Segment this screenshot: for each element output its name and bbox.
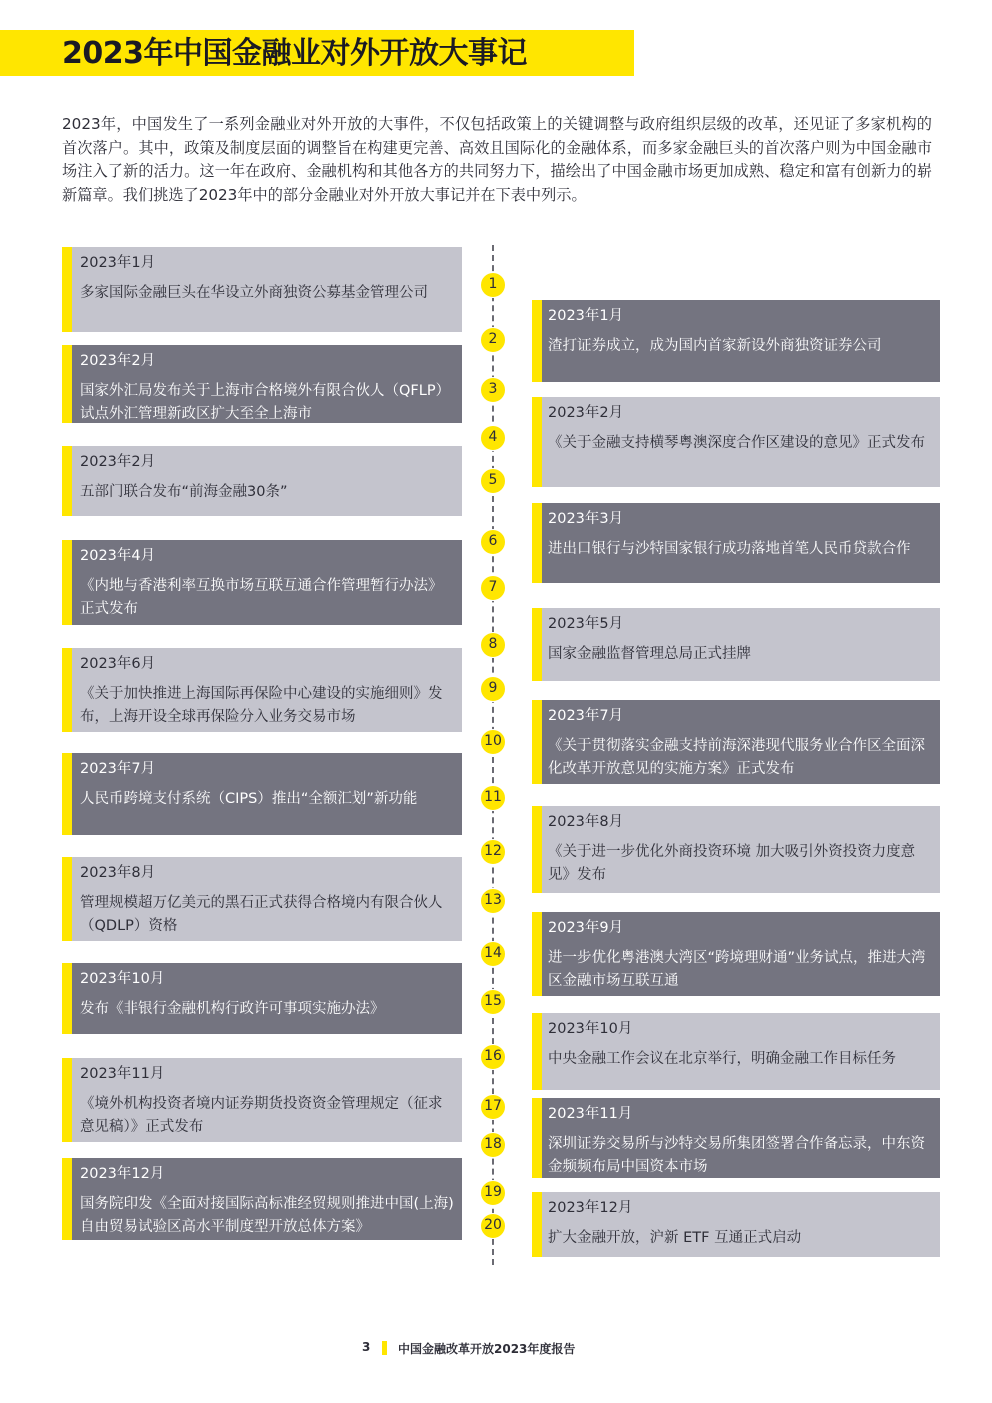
event-description: 深圳证券交易所与沙特交易所集团签署合作备忘录，中东资金频频布局中国资本市场 — [548, 1136, 925, 1175]
timeline-marker-19: 19 — [480, 1180, 506, 1206]
event-description: 多家国际金融巨头在华设立外商独资公募基金管理公司 — [80, 285, 428, 301]
timeline-event-15 — [62, 963, 462, 1034]
event-accent-bar — [62, 857, 72, 941]
timeline-marker-17: 17 — [480, 1094, 506, 1120]
report-title: 中国金融改革开放2023年度报告 — [398, 1342, 576, 1356]
timeline-marker-14: 14 — [480, 941, 506, 967]
event-description: 进出口银行与沙特国家银行成功落地首笔人民币贷款合作 — [548, 541, 911, 557]
footer-accent-mark — [382, 1341, 387, 1355]
timeline-event-16 — [532, 1013, 940, 1090]
page-title: 2023年中国金融业对外开放大事记 — [62, 36, 527, 71]
event-accent-bar — [62, 247, 72, 332]
event-description: 国家外汇局发布关于上海市合格境外有限合伙人（QFLP）试点外汇管理新政区扩大至全上海市 — [80, 383, 451, 422]
timeline-marker-20: 20 — [480, 1213, 506, 1239]
event-accent-bar — [62, 1158, 72, 1240]
event-description: 《境外机构投资者境内证券期货投资资金管理规定（征求意见稿）》正式发布 — [80, 1096, 443, 1135]
event-accent-bar — [532, 503, 542, 583]
event-accent-bar — [532, 1098, 542, 1178]
event-date: 2023年12月 — [80, 1166, 165, 1182]
timeline-event-4 — [532, 397, 940, 487]
event-description: 《内地与香港利率互换市场互联互通合作管理暂行办法》正式发布 — [80, 578, 443, 617]
event-accent-bar — [532, 608, 542, 681]
event-accent-bar — [62, 540, 72, 625]
event-date: 2023年2月 — [80, 353, 156, 369]
event-description: 《关于进一步优化外商投资环境 加大吸引外资投资力度意见》发布 — [548, 844, 916, 883]
timeline-marker-3: 3 — [480, 377, 506, 403]
event-accent-bar — [62, 963, 72, 1034]
timeline-marker-2: 2 — [480, 327, 506, 353]
event-accent-bar — [62, 345, 72, 423]
timeline-marker-9: 9 — [480, 676, 506, 702]
timeline-event-3 — [62, 345, 462, 423]
event-date: 2023年1月 — [548, 308, 624, 324]
event-date: 2023年5月 — [548, 616, 624, 632]
timeline-event-1 — [62, 247, 462, 332]
event-date: 2023年7月 — [80, 761, 156, 777]
timeline-event-9 — [62, 648, 462, 732]
event-description: 扩大金融开放，沪新 ETF 互通正式启动 — [548, 1230, 802, 1246]
page-number: 3 — [362, 1340, 371, 1354]
event-date: 2023年10月 — [80, 971, 165, 987]
event-accent-bar — [62, 753, 72, 835]
event-accent-bar — [532, 1192, 542, 1257]
event-date: 2023年9月 — [548, 920, 624, 936]
timeline-event-11 — [62, 753, 462, 835]
footer — [0, 1340, 992, 1360]
event-accent-bar — [532, 300, 542, 382]
event-date: 2023年1月 — [80, 255, 156, 271]
event-description: 人民币跨境支付系统（CIPS）推出“全额汇划”新功能 — [80, 791, 418, 807]
timeline-marker-10: 10 — [480, 729, 506, 755]
event-date: 2023年2月 — [548, 405, 624, 421]
event-date: 2023年8月 — [548, 814, 624, 830]
timeline-marker-8: 8 — [480, 632, 506, 658]
timeline-event-17 — [62, 1058, 462, 1142]
event-description: 《关于贯彻落实金融支持前海深港现代服务业合作区全面深化改革开放意见的实施方案》正式发布 — [548, 738, 925, 777]
timeline-marker-5: 5 — [480, 468, 506, 494]
timeline-event-13 — [62, 857, 462, 941]
timeline-marker-16: 16 — [480, 1044, 506, 1070]
timeline-marker-1: 1 — [480, 272, 506, 298]
event-description: 渣打证券成立，成为国内首家新设外商独资证券公司 — [548, 338, 882, 354]
intro-paragraph: 2023年，中国发生了一系列金融业对外开放的大事件，不仅包括政策上的关键调整与政府组织层级的改革，还见证了多家机构的首次落户。其中，政策及制度层面的调整旨在构建更完善、高效且国际化的金融体系，而多家金融巨头的首次落户则为中国金融市场注入了新的活力。这一年在政府、金融机构和其他各方的共同努力下，描绘出了中国金融市场更加成熟、稳定和富有创新力的崭新篇章。我们挑选了2023年中的部分金融业对外开放大事记并在下表中列示。 — [62, 115, 932, 204]
event-date: 2023年11月 — [80, 1066, 165, 1082]
timeline-event-10 — [532, 700, 940, 784]
event-description: 进一步优化粤港澳大湾区“跨境理财通”业务试点，推进大湾区金融市场互联互通 — [548, 950, 926, 989]
event-accent-bar — [532, 1013, 542, 1090]
event-date: 2023年12月 — [548, 1200, 633, 1216]
timeline-event-8 — [532, 608, 940, 681]
event-date: 2023年6月 — [80, 656, 156, 672]
event-description: 中央金融工作会议在北京举行，明确金融工作目标任务 — [548, 1051, 896, 1067]
timeline-event-7 — [62, 540, 462, 625]
timeline-marker-18: 18 — [480, 1132, 506, 1158]
event-date: 2023年2月 — [80, 454, 156, 470]
event-accent-bar — [532, 912, 542, 996]
event-date: 2023年10月 — [548, 1021, 633, 1037]
timeline-marker-15: 15 — [480, 989, 506, 1015]
event-date: 2023年11月 — [548, 1106, 633, 1122]
event-accent-bar — [62, 446, 72, 516]
event-description: 管理规模超万亿美元的黑石正式获得合格境内有限合伙人（QDLP）资格 — [80, 895, 443, 934]
event-description: 《关于加快推进上海国际再保险中心建设的实施细则》发布，上海开设全球再保险分入业务交易市场 — [80, 686, 443, 725]
event-description: 《关于金融支持横琴粤澳深度合作区建设的意见》正式发布 — [548, 435, 925, 451]
timeline-event-20 — [532, 1192, 940, 1257]
event-description: 发布《非银行金融机构行政许可事项实施办法》 — [80, 1001, 385, 1017]
timeline-event-2 — [532, 300, 940, 382]
timeline-event-19 — [62, 1158, 462, 1240]
timeline-event-12 — [532, 806, 940, 893]
timeline-marker-12: 12 — [480, 839, 506, 865]
event-accent-bar — [532, 806, 542, 893]
event-date: 2023年7月 — [548, 708, 624, 724]
event-date: 2023年4月 — [80, 548, 156, 564]
timeline-event-5 — [62, 446, 462, 516]
timeline-marker-6: 6 — [480, 529, 506, 555]
timeline-marker-13: 13 — [480, 888, 506, 914]
event-accent-bar — [532, 700, 542, 784]
timeline-marker-11: 11 — [480, 785, 506, 811]
timeline-event-6 — [532, 503, 940, 583]
event-date: 2023年3月 — [548, 511, 624, 527]
event-accent-bar — [62, 1058, 72, 1142]
timeline-event-14 — [532, 912, 940, 996]
timeline-marker-7: 7 — [480, 575, 506, 601]
event-description: 国家金融监督管理总局正式挂牌 — [548, 646, 751, 662]
event-date: 2023年8月 — [80, 865, 156, 881]
event-description: 国务院印发《全面对接国际高标准经贸规则推进中国(上海)自由贸易试验区高水平制度型开放总体方案》 — [80, 1196, 454, 1235]
event-accent-bar — [62, 648, 72, 732]
event-accent-bar — [532, 397, 542, 487]
timeline-marker-4: 4 — [480, 425, 506, 451]
event-description: 五部门联合发布“前海金融30条” — [80, 484, 288, 500]
timeline-event-18 — [532, 1098, 940, 1178]
